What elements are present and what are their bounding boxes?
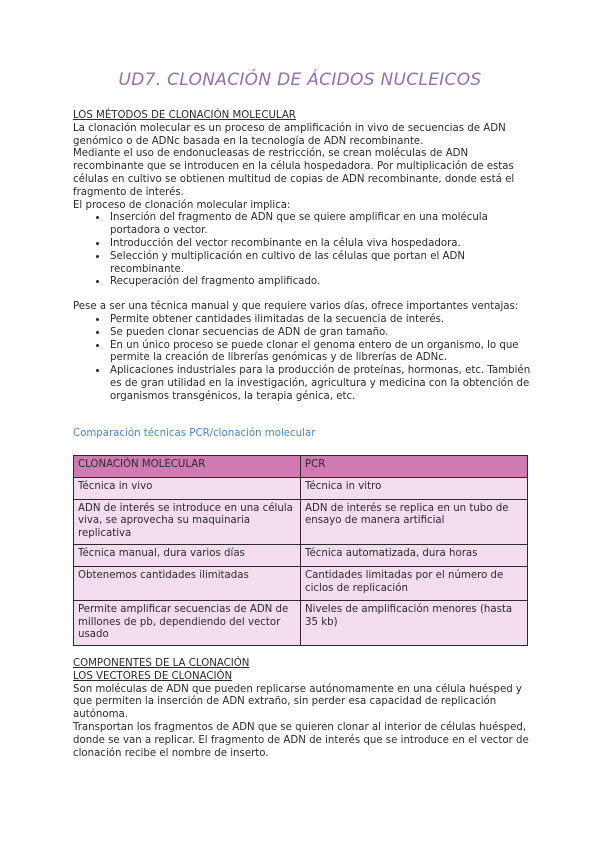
table-row xyxy=(74,567,528,601)
list-item: • Permite obtener cantidades ilimitadas de la secuencia de interés. xyxy=(108,314,533,327)
section-components xyxy=(73,658,533,760)
table-cell: Técnica manual, dura varios días xyxy=(74,545,301,567)
list-item: • Aplicaciones industriales para la producción de proteínas, hormonas, etc. También es de gran utilidad en la investigación, agricultura y medicina con la obtención de organismos transgénicos, la terapia génica, etc. xyxy=(108,365,533,403)
table-cell: ADN de interés se replica en un tubo de ensayo de manera artificial xyxy=(301,500,528,545)
list-item: • Inserción del fragmento de ADN que se quiere amplificar en una molécula portadora o vector. xyxy=(108,212,533,238)
table-row xyxy=(74,478,528,500)
column-header: PCR xyxy=(301,456,528,478)
paragraph: El proceso de clonación molecular implica: xyxy=(73,199,291,211)
process-steps-list xyxy=(73,212,533,289)
table-row xyxy=(74,545,528,567)
table-cell: Técnica in vivo xyxy=(74,478,301,500)
paragraph: Pese a ser una técnica manual y que requiere varios días, ofrece importantes ventajas: xyxy=(73,301,519,313)
section-heading: COMPONENTES DE LA CLONACIÓN xyxy=(73,658,250,669)
table-cell: Cantidades limitadas por el número de ciclos de replicación xyxy=(301,567,528,601)
table-row xyxy=(74,601,528,646)
list-item: • Selección y multiplicación en cultivo de las células que portan el ADN recombinante. xyxy=(108,251,533,277)
table-cell: Técnica automatizada, dura horas xyxy=(301,545,528,567)
table-header-row xyxy=(74,456,528,478)
section-subheading: LOS VECTORES DE CLONACIÓN xyxy=(73,670,233,682)
table-cell: ADN de interés se introduce en una célula viva, se aprovecha su maquinaria replicativa xyxy=(74,500,301,545)
comparison-table xyxy=(73,455,528,646)
section-cloning-methods xyxy=(73,110,533,404)
paragraph: Mediante el uso de endonucleasas de restricción, se crean moléculas de ADN recombinante que se introducen en la célula hospedadora. Por multiplicación de estas células en cultivo se obtienen multitud de copias de ADN recombinante, donde está el fragmento de interés. xyxy=(73,148,515,198)
section-heading: LOS MÉTODOS DE CLONACIÓN MOLECULAR xyxy=(73,110,296,121)
table-cell: Técnica in vitro xyxy=(301,478,528,500)
list-item: • Introducción del vector recombinante en la célula viva hospedadora. xyxy=(108,238,533,251)
paragraph: Transportan los fragmentos de ADN que se quieren clonar al interior de células huésped, donde se van a replicar. El fragmento de ADN de interés que se introduce en el vector de clonación recibe el nombre de inserto. xyxy=(73,721,529,759)
paragraph: Son moléculas de ADN que pueden replicarse autónomamente en una célula huésped y que permiten la inserción de ADN extraño, sin perder esa capacidad de replicación autónoma. xyxy=(73,683,522,721)
list-item: • Se pueden clonar secuencias de ADN de gran tamaño. xyxy=(108,327,533,340)
list-item: • Recuperación del fragmento amplificado. xyxy=(108,276,533,289)
table-cell: Permite amplificar secuencias de ADN de millones de pb, dependiendo del vector usado xyxy=(74,601,301,646)
table-cell: Niveles de amplificación menores (hasta 35 kb) xyxy=(301,601,528,646)
table-row xyxy=(74,500,528,545)
column-header: CLONACIÓN MOLECULAR xyxy=(74,456,301,478)
table-cell: Obtenemos cantidades ilimitadas xyxy=(74,567,301,601)
comparison-subtitle: Comparación técnicas PCR/clonación molecular xyxy=(73,428,316,439)
paragraph: La clonación molecular es un proceso de amplificación in vivo de secuencias de ADN genómico o de ADNc basada en la tecnología de ADN recombinante. xyxy=(73,122,506,147)
list-item: • En un único proceso se puede clonar el genoma entero de un organismo, lo que permite la creación de librerías genómicas y de librerías de ADNc. xyxy=(108,340,533,366)
page-title: UD7. CLONACIÓN DE ÁCIDOS NUCLEICOS xyxy=(118,70,482,90)
advantages-list xyxy=(73,314,533,404)
